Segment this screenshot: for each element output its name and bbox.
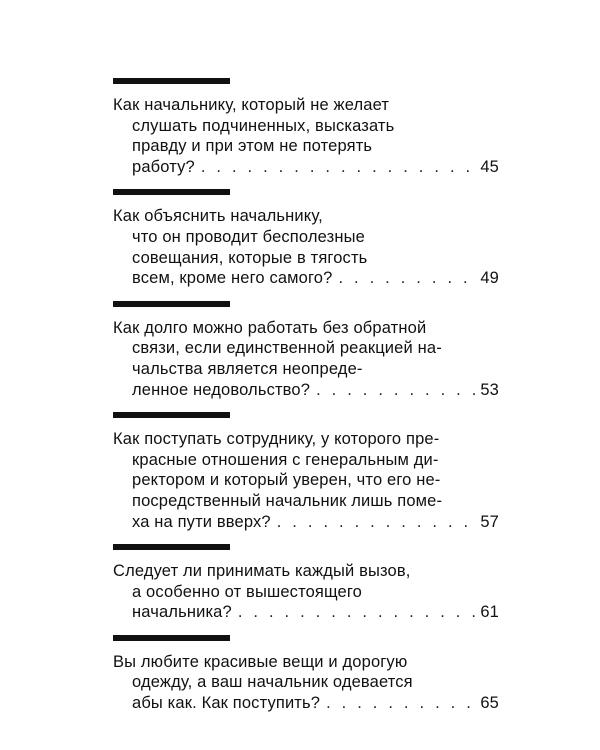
section-rule <box>113 412 230 418</box>
entry-last-line <box>113 380 499 401</box>
section-rule <box>113 189 230 195</box>
entry-last-line <box>113 157 499 178</box>
entry-line: правду и при этом не потерять <box>132 137 373 156</box>
page-number: 61 <box>480 603 499 622</box>
page-number: 65 <box>480 694 499 713</box>
dot-leader <box>320 693 477 714</box>
entry-line: а особенно от вышестоящего <box>132 582 363 601</box>
toc-entry <box>113 412 499 532</box>
entry-line: Как объяснить начальнику, <box>113 207 323 226</box>
page-number: 49 <box>480 269 499 288</box>
entry-line: совещания, которые в тягость <box>132 248 368 267</box>
entry-last-line <box>113 602 499 623</box>
toc-entry <box>113 189 499 288</box>
entry-line: слушать подчиненных, высказать <box>132 116 395 135</box>
entry-last-line <box>113 268 499 289</box>
entry-line: ленное недовольство? <box>132 380 311 399</box>
entry-line: абы как. Как поступить? <box>132 694 321 713</box>
entry-line: Вы любите красивые вещи и дорогую <box>113 652 408 671</box>
entry-line: начальника? <box>132 603 232 622</box>
entry-last-line <box>113 693 499 714</box>
entry-line: Как долго можно работать без обратной <box>113 318 427 337</box>
entry-line: Как начальнику, который не желает <box>113 96 390 114</box>
entry-last-line <box>113 512 499 533</box>
dot-leader <box>195 157 477 178</box>
entry-line: ректором и который уверен, что его не- <box>132 471 441 490</box>
dot-leader <box>232 602 477 623</box>
section-rule <box>113 78 230 84</box>
entry-line: что он проводит бесполезные <box>132 227 365 246</box>
entry-line: связи, если единственной реакцией на- <box>132 339 442 358</box>
page-number: 57 <box>480 512 499 531</box>
entry-line: Как поступать сотруднику, у которого пре- <box>113 430 440 449</box>
toc-entry <box>113 544 499 623</box>
dot-leader <box>271 512 477 533</box>
dot-leader <box>310 380 477 401</box>
section-rule <box>113 301 230 307</box>
entry-line: Следует ли принимать каждый вызов, <box>113 562 411 581</box>
section-rule <box>113 635 230 641</box>
page-number: 45 <box>480 157 499 176</box>
toc-entry <box>113 635 499 714</box>
section-rule <box>113 544 230 550</box>
dot-leader <box>332 268 477 289</box>
table-of-contents <box>113 78 499 714</box>
entry-line: одежду, а ваш начальник одевается <box>132 673 413 692</box>
entry-line: ха на пути вверх? <box>132 512 271 531</box>
page-number: 53 <box>480 380 499 399</box>
entry-line: красные отношения с генеральным ди- <box>132 450 439 469</box>
toc-entry <box>113 301 499 400</box>
entry-line: работу? <box>132 157 195 176</box>
entry-line: посредственный начальник лишь поме- <box>132 491 443 510</box>
toc-entry <box>113 78 499 177</box>
entry-line: всем, кроме него самого? <box>132 269 333 288</box>
entry-line: чальства является неопреде- <box>132 359 363 378</box>
